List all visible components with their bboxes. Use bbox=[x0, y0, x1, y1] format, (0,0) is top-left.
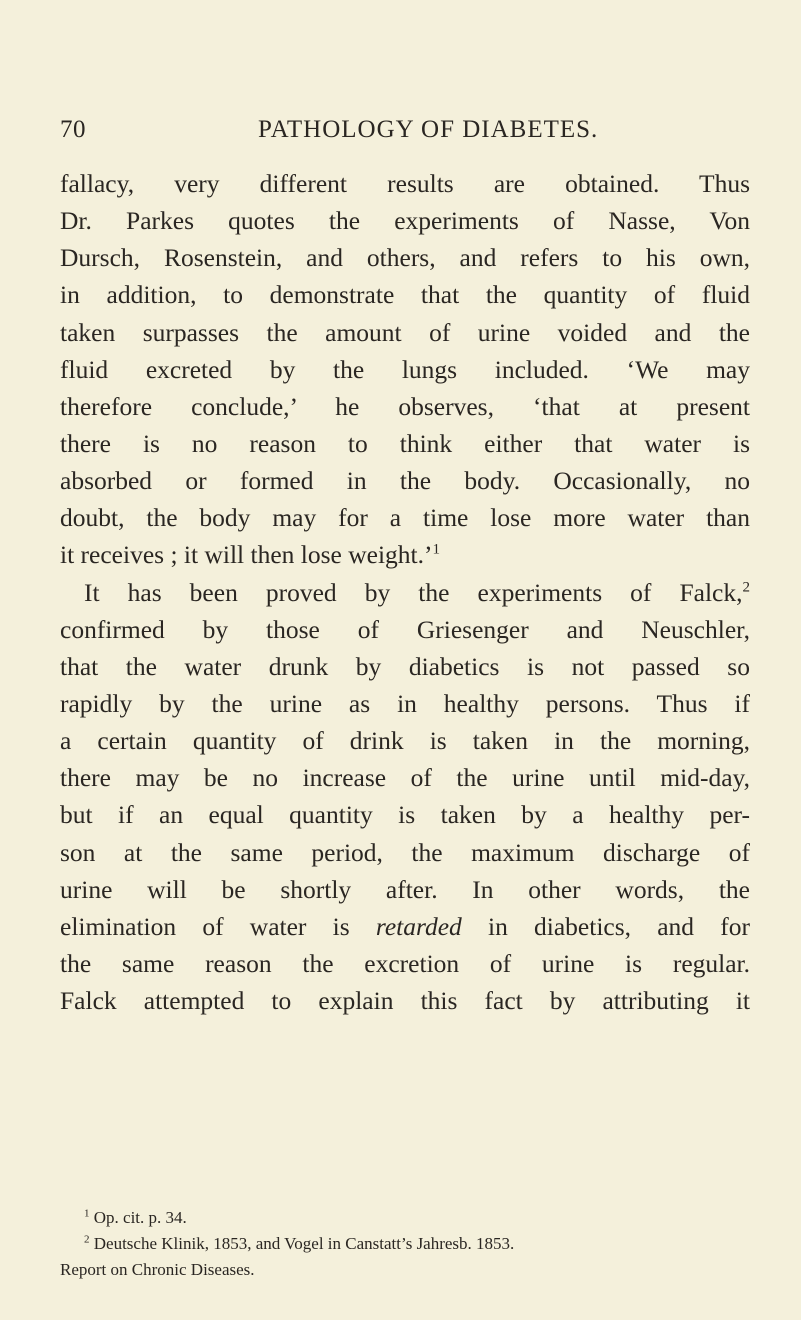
text-line: there is no reason to think either that water is bbox=[60, 428, 750, 458]
footnote-2-continued: Report on Chronic Diseases. bbox=[60, 1260, 255, 1279]
text-line: fluid excreted by the lungs included. ‘We may bbox=[60, 354, 750, 384]
text-line: son at the same period, the maximum discharge of bbox=[60, 837, 750, 867]
footnote-marker: 1 bbox=[84, 1207, 90, 1220]
body-text bbox=[60, 165, 750, 1019]
footnote-ref: 2 bbox=[742, 579, 750, 596]
text-line: the same reason the excretion of urine is regular. bbox=[60, 948, 750, 978]
text-line: urine will be shortly after. In other words, the bbox=[60, 874, 750, 904]
text-line bbox=[60, 536, 750, 573]
text-line: taken surpasses the amount of urine voided and the bbox=[60, 317, 750, 347]
running-title: PATHOLOGY OF DIABETES. bbox=[258, 116, 599, 143]
footnote-marker: 2 bbox=[84, 1233, 90, 1246]
footnote-2 bbox=[60, 1231, 750, 1257]
footnote-text: Deutsche Klinik, 1853, and Vogel in Canstatt’s Jahresb. 1853. bbox=[93, 1234, 515, 1253]
italic-word: retarded bbox=[375, 911, 462, 941]
text-line bbox=[60, 574, 750, 611]
text-line: in addition, to demonstrate that the quantity of fluid bbox=[60, 280, 750, 310]
text-line: confirmed by those of Griesenger and Neuschler, bbox=[60, 614, 750, 644]
text-line-suffix: in diabetics, and for bbox=[487, 911, 750, 941]
text-line: there may be no increase of the urine until mid-day, bbox=[60, 763, 750, 793]
text-line: fallacy, very different results are obtained. Thus bbox=[60, 169, 750, 198]
footnotes bbox=[60, 1205, 750, 1283]
text-line: therefore conclude,’ he observes, ‘that at present bbox=[60, 391, 750, 421]
text-line: doubt, the body may for a time lose more water than bbox=[60, 503, 750, 533]
text-line: Falck attempted to explain this fact by attributing it bbox=[60, 986, 750, 1016]
footnote-1 bbox=[60, 1205, 750, 1231]
text-line: rapidly by the urine as in healthy persons. Thus if bbox=[60, 688, 750, 718]
text-line-content: it receives ; it will then lose weight.’ bbox=[60, 540, 433, 570]
footnote-ref: 1 bbox=[432, 541, 440, 558]
text-line: absorbed or formed in the body. Occasionally, no bbox=[60, 466, 750, 496]
running-head bbox=[60, 116, 750, 150]
text-line: that the water drunk by diabetics is not passed so bbox=[60, 651, 750, 681]
text-line-prefix: elimination of water is bbox=[60, 911, 376, 941]
text-line: but if an equal quantity is taken by a healthy per- bbox=[60, 800, 750, 830]
footnote-text: Op. cit. p. 34. bbox=[93, 1208, 187, 1227]
text-line: Dursch, Rosenstein, and others, and refers to his own, bbox=[60, 243, 750, 273]
text-line: Dr. Parkes quotes the experiments of Nasse, Von bbox=[60, 206, 750, 236]
text-line: a certain quantity of drink is taken in the morning, bbox=[60, 726, 750, 756]
page-number: 70 bbox=[60, 116, 86, 143]
text-line bbox=[60, 908, 750, 945]
text-line-content: It has been proved by the experiments of Falck, bbox=[84, 577, 743, 607]
